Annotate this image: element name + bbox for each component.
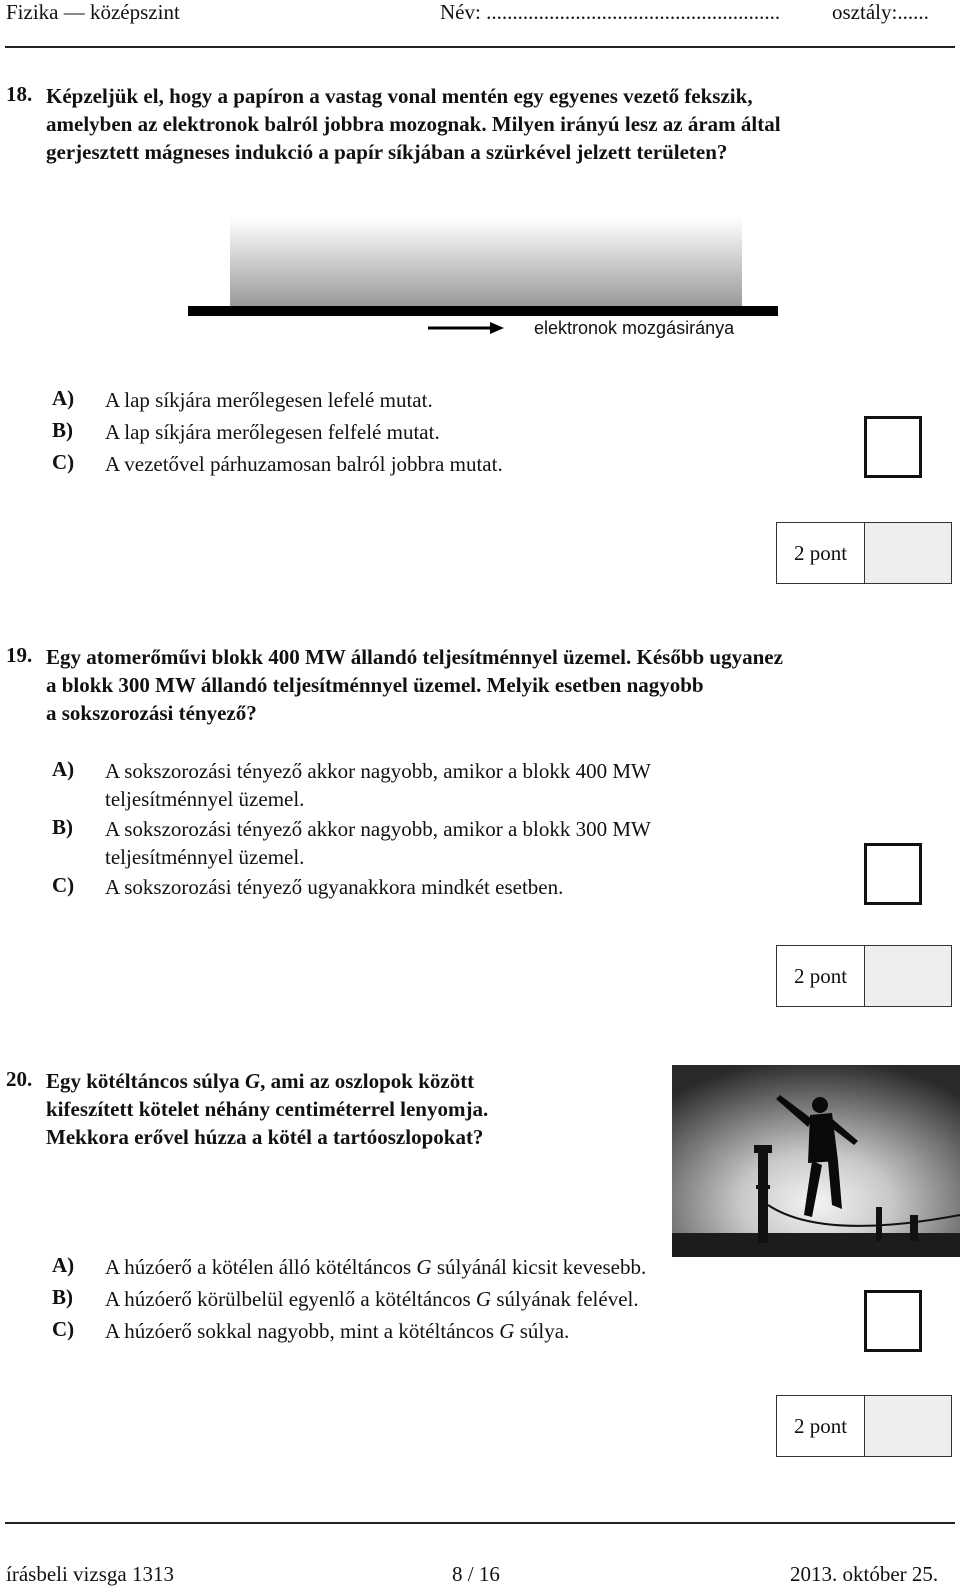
q20-score-box xyxy=(776,1395,952,1457)
q18-option-letter: A) xyxy=(52,386,75,410)
q20-points-label: 2 pont xyxy=(777,1396,865,1456)
q18-option-letter: C) xyxy=(52,450,75,474)
q18-score-box xyxy=(776,522,952,584)
q18-text-line: gerjesztett mágneses indukció a papír síkjában a szürkével jelzett területen? xyxy=(46,140,728,164)
q19-text-line: a sokszorozási tényező? xyxy=(46,701,257,725)
gray-field-region xyxy=(230,218,742,306)
header-subject: Fizika — középszint xyxy=(6,0,180,24)
q20-opt-pre: A húzóerő a kötélen álló kötéltáncos xyxy=(105,1255,417,1279)
q18-text-line: amelyben az elektronok balról jobbra mozognak. Milyen irányú lesz az áram által xyxy=(46,112,781,136)
q20-var-g: G xyxy=(416,1255,432,1279)
q19-option-line: A sokszorozási tényező akkor nagyobb, amikor a blokk 400 MW xyxy=(105,759,651,783)
q19-text xyxy=(46,643,783,727)
footer-exam-id: írásbeli vizsga 1313 xyxy=(6,1562,174,1586)
q20-option-letter: C) xyxy=(52,1317,75,1341)
q20-option-letter: B) xyxy=(52,1285,73,1309)
q20-opt-post: súlya. xyxy=(514,1319,570,1343)
q20-text-line: kifeszített kötelet néhány centiméterrel lenyomja. xyxy=(46,1097,489,1121)
q19-text-line: a blokk 300 MW állandó teljesítménnyel üzemel. Melyik esetben nagyobb xyxy=(46,673,704,697)
q20-text-line xyxy=(46,1067,488,1095)
q19-number: 19. xyxy=(6,643,33,667)
q20-number: 20. xyxy=(6,1067,33,1091)
q19-option-line: A sokszorozási tényező akkor nagyobb, amikor a blokk 300 MW xyxy=(105,817,651,841)
q20-answer-box[interactable] xyxy=(864,1290,922,1352)
footer-page-number: 8 / 16 xyxy=(452,1562,500,1586)
q20-line1-post: , ami az oszlopok között xyxy=(260,1069,475,1093)
electron-direction-arrow-icon xyxy=(428,320,506,336)
q18-option-text: A lap síkjára merőlegesen lefelé mutat. xyxy=(105,388,433,412)
q20-var-g: G xyxy=(244,1069,261,1093)
q20-var-g: G xyxy=(475,1287,492,1311)
q18-answer-box[interactable] xyxy=(864,416,922,478)
q20-score-cell[interactable] xyxy=(865,1396,951,1456)
q19-option-letter: C) xyxy=(52,873,75,897)
q19-text-line: Egy atomerőművi blokk 400 MW állandó teljesítménnyel üzemel. Később ugyanez xyxy=(46,645,783,669)
q20-text-line: Mekkora erővel húzza a kötél a tartóoszlopokat? xyxy=(46,1125,484,1149)
q19-option-text xyxy=(105,757,651,813)
tightrope-walker-photo xyxy=(672,1065,960,1257)
q18-text-line: Képzeljük el, hogy a papíron a vastag vonal mentén egy egyenes vezető fekszik, xyxy=(46,84,753,108)
q19-option-line: teljesítménnyel üzemel. xyxy=(105,845,305,869)
q20-option-letter: A) xyxy=(52,1253,75,1277)
q18-option-letter: B) xyxy=(52,418,73,442)
header-name-field: Név: ........................................................ xyxy=(440,0,781,24)
header-class-field: osztály:...... xyxy=(832,0,929,24)
q20-opt-post: súlyánál kicsit kevesebb. xyxy=(431,1255,647,1279)
q18-number: 18. xyxy=(6,82,33,106)
q19-option-line: teljesítménnyel üzemel. xyxy=(105,787,305,811)
q19-option-text: A sokszorozási tényező ugyanakkora mindkét esetben. xyxy=(105,875,564,899)
q20-var-g: G xyxy=(499,1319,515,1343)
q20-opt-post: súlyának felével. xyxy=(491,1287,639,1311)
footer-rule xyxy=(5,1522,955,1524)
figure-label: elektronok mozgásiránya xyxy=(534,318,735,338)
q20-opt-pre: A húzóerő sokkal nagyobb, mint a kötéltáncos xyxy=(105,1319,500,1343)
q18-option-text: A lap síkjára merőlegesen felfelé mutat. xyxy=(105,420,440,444)
q20-line1-pre: Egy kötéltáncos súlya xyxy=(46,1069,245,1093)
q19-answer-box[interactable] xyxy=(864,843,922,905)
q20-text xyxy=(46,1067,488,1151)
q20-option-text xyxy=(105,1253,646,1281)
q20-option-text xyxy=(105,1285,639,1313)
q20-opt-pre: A húzóerő körülbelül egyenlő a kötéltáncos xyxy=(105,1287,476,1311)
q18-text xyxy=(46,82,781,166)
q18-score-cell[interactable] xyxy=(865,523,951,583)
footer-date: 2013. október 25. xyxy=(790,1562,939,1586)
q18-points-label: 2 pont xyxy=(777,523,865,583)
header-rule xyxy=(5,46,955,48)
conductor-wire xyxy=(188,306,778,316)
q19-points-label: 2 pont xyxy=(777,946,865,1006)
q20-option-text xyxy=(105,1317,569,1345)
q19-option-letter: B) xyxy=(52,815,73,839)
q19-score-box xyxy=(776,945,952,1007)
q19-score-cell[interactable] xyxy=(865,946,951,1006)
q19-option-letter: A) xyxy=(52,757,75,781)
q18-option-text: A vezetővel párhuzamosan balról jobbra mutat. xyxy=(105,452,503,476)
q19-option-text xyxy=(105,815,651,871)
